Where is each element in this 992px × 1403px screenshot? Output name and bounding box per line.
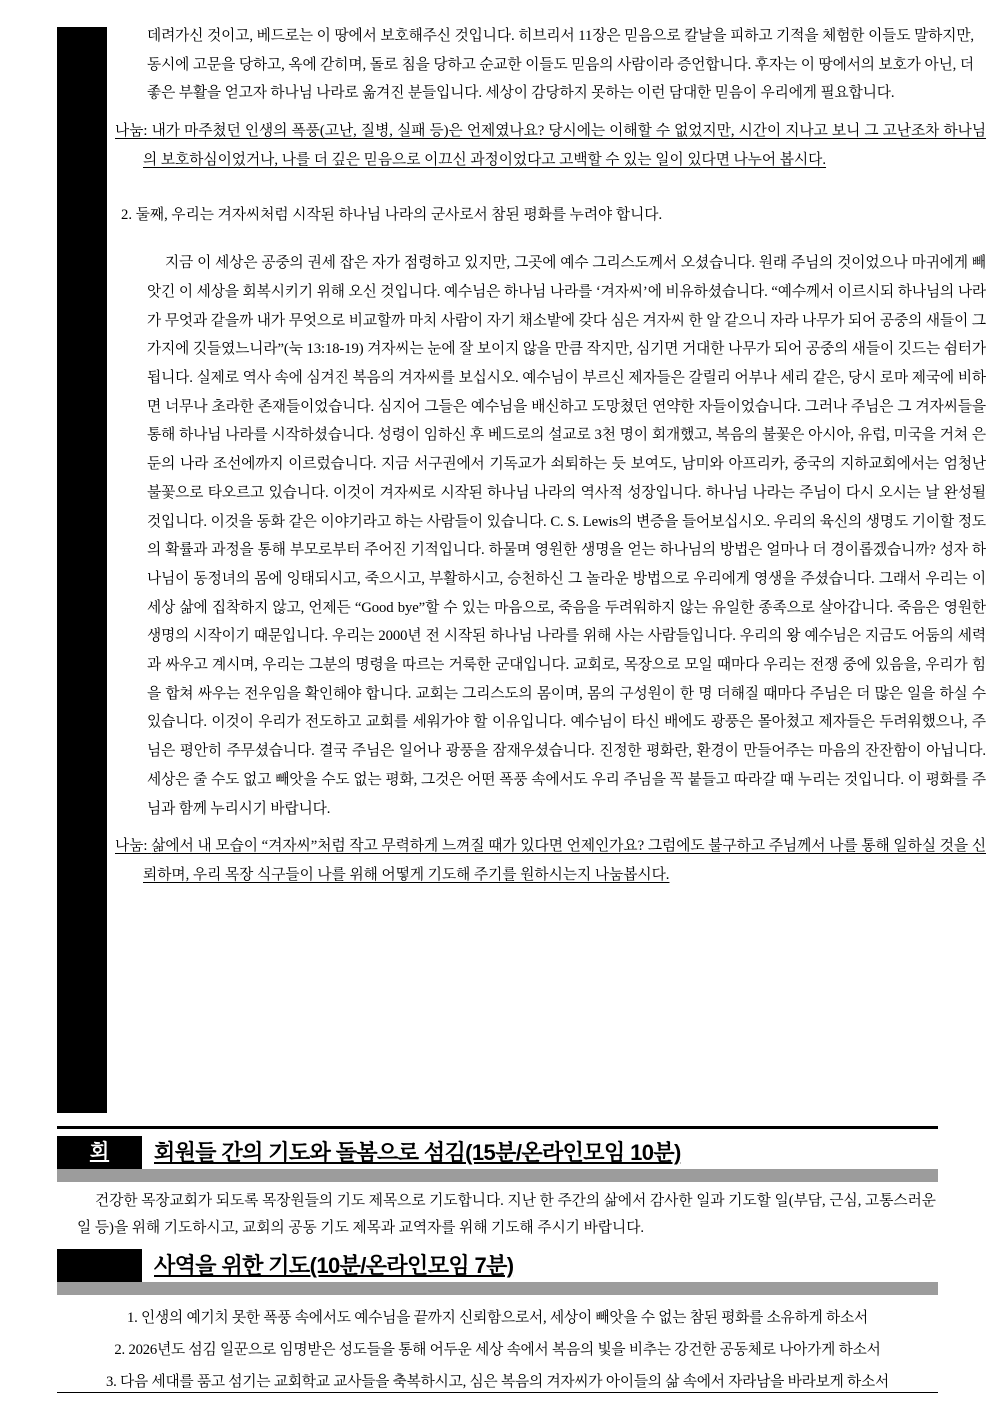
section-1-heading: 회원들 간의 기도와 돌봄으로 섬김(15분/온라인모임 10분) — [154, 1140, 681, 1165]
section-1-body: 건강한 목장교회가 되도록 목장원들의 기도 제목으로 기도합니다. 지난 한 주간의 삶에서 감사한 일과 기도할 일(부담, 근심, 고통스러운 일 등)을 위해 기도하시고, 교회의 공동 기도 제목과 교역자를 위해 기도해 주시기 바랍니다. — [77, 1193, 936, 1236]
sermon-body — [107, 22, 992, 890]
prayer-list-item: 3. 다음 세대를 품고 섬기는 교회학교 교사들을 축복하시고, 심은 복음의 겨자씨가 아이들의 삶 속에서 자라남을 바라보게 하소서 — [105, 1374, 890, 1390]
share-prompt-1 — [107, 117, 992, 174]
prayer-list-item: 2. 2026년도 섬김 일꾼으로 임명받은 성도들을 통해 어두운 세상 속에서 복음의 빛을 비추는 강건한 공동체로 나아가게 하소서 — [114, 1342, 881, 1358]
share-prompt-2 — [107, 832, 992, 889]
main-point-2-text: 둘째, 우리는 겨자씨처럼 시작된 하나님 나라의 군사로서 참된 평화를 누려야 합니다. — [135, 206, 663, 223]
section-2-gray-rule — [57, 1282, 938, 1295]
share-prompt-1-label: 나눔: — [115, 123, 148, 140]
section-2-heading-row — [57, 1249, 938, 1282]
intro-paragraph: 데려가신 것이고, 베드로는 이 땅에서 보호해주신 것입니다. 히브리서 11장은 믿음으로 칼날을 피하고 기적을 체험한 이들도 말하지만, 동시에 고문을 당하고, 옥에 갇히며, 돌로 침을 당하고 순교한 이들도 믿음의 사람이라 증언합니다. 후자는 이 땅에서의 보호가 아닌, 더 좋은 부활을 얻고자 하나님 나라로 옮겨진 분들입니다. 세상이 감당하지 못하는 이런 담대한 믿음이 우리에게 필요합니다. — [147, 28, 974, 102]
main-exposition-paragraph: 지금 이 세상은 공중의 권세 잡은 자가 점령하고 있지만, 그곳에 예수 그리스도께서 오셨습니다. 원래 주님의 것이었으나 마귀에게 빼앗긴 이 세상을 회복시키기 위해 오신 것입니다. 예수님은 하나님 나라를 ‘겨자씨’에 비유하셨습니다. “예수께서 이르시되 하나님의 나라가 무엇과 같을까 내가 무엇으로 비교할까 마치 사람이 자기 채소밭에 갖다 심은 겨자씨 한 알 같으니 자라 나무가 되어 공중의 새들이 그 가지에 깃들였느니라”(눅 13:18-19) 겨자씨는 눈에 잘 보이지 않을 만큼 작지만, 심기면 거대한 나무가 되어 공중의 새들이 깃드는 쉼터가 됩니다. 실제로 역사 속에 심겨진 복음의 겨자씨를 보십시오. 예수님이 부르신 제자들은 갈릴리 어부나 세리 같은, 당시 로마 제국에 비하면 너무나 초라한 존재들이었습니다. 심지어 그들은 예수님을 배신하고 도망쳤던 연약한 자들이었습니다. 그러나 주님은 그 겨자씨들을 통해 하나님 나라를 시작하셨습니다. 성령이 임하신 후 베드로의 설교로 3천 명이 회개했고, 복음의 불꽃은 아시아, 유럽, 미국을 거쳐 은둔의 나라 조선에까지 이르렀습니다. 지금 서구권에서 기독교가 쇠퇴하는 듯 보여도, 남미와 아프리카, 중국의 지하교회에서는 엄청난 불꽃으로 타오르고 있습니다. 이것이 겨자씨로 시작된 하나님 나라의 역사적 성장입니다. 하나님 나라는 주님이 다시 오시는 날 완성될 것입니다. 이것을 동화 같은 이야기라고 하는 사람들이 있습니다. C. S. Lewis의 변증을 들어보십시오. 우리의 육신의 생명도 기이할 정도의 확률과 과정을 통해 부모로부터 주어진 기적입니다. 하물며 영원한 생명을 얻는 하나님의 방법은 얼마나 더 경이롭겠습니까? 성자 하나님이 동정녀의 몸에 잉태되시고, 죽으시고, 부활하시고, 승천하신 그 놀라운 방법으로 우리에게 영생을 주셨습니다. 그래서 우리는 이 세상 삶에 집착하지 않고, 언제든 “Good bye”할 수 있는 마음으로, 죽음을 두려워하지 않는 유일한 종족으로 살아갑니다. 죽음은 영원한 생명의 시작이기 때문입니다. 우리는 2000년 전 시작된 하나님 나라를 위해 사는 사람들입니다. 우리의 왕 예수님은 지금도 어둠의 세력과 싸우고 계시며, 우리는 그분의 명령을 따르는 거룩한 군대입니다. 교회로, 목장으로 모일 때마다 우리는 전쟁 중에 있음을, 우리가 힘을 합쳐 싸우는 전우임을 확인해야 합니다. 교회는 그리스도의 몸이며, 몸의 구성원이 한 명 더해질 때마다 주님은 더 많은 일을 하실 수 있습니다. 이것이 우리가 전도하고 교회를 세워가야 할 이유입니다. 예수님이 타신 배에도 광풍은 몰아쳤고 제자들은 두려워했으나, 주님은 평안히 주무셨습니다. 결국 주님은 일어나 광풍을 잠재우셨습니다. 진정한 평화란, 환경이 만들어주는 마음의 잔잔함이 아닙니다. 세상은 줄 수도 없고 빼앗을 수도 없는 평화, 그것은 어떤 폭풍 속에서도 우리 주님을 꼭 붙들고 따라갈 때 누리는 것입니다. 이 평화를 주님과 함께 누리시기 바랍니다. — [147, 255, 986, 817]
section-1-badge: 회 — [57, 1136, 142, 1169]
share-prompt-2-text: 삶에서 내 모습이 “겨자씨”처럼 작고 무력하게 느껴질 때가 있다면 언제인가요? 그럼에도 불구하고 주님께서 나를 통해 일하실 것을 신뢰하며, 우리 목장 식구들이 나를 위해 어떻게 기도해 주기를 원하시는지 나눔봅시다. — [143, 838, 987, 883]
share-prompt-1-text: 내가 마주쳤던 인생의 폭풍(고난, 질병, 실패 등)은 언제였나요? 당시에는 이해할 수 없었지만, 시간이 지나고 보니 그 고난조차 하나님의 보호하심이었거나, 나를 더 깊은 믿음으로 이끄신 과정이었다고 고백할 수 있는 일이 있다면 나누어 봅시다. — [143, 123, 987, 168]
prayer-list-item: 1. 인생의 예기치 못한 폭풍 속에서도 예수님을 끝까지 신뢰함으로서, 세상이 빼앗을 수 없는 참된 평화를 소유하게 하소서 — [126, 1310, 869, 1326]
section-2-badge — [57, 1249, 142, 1282]
prayer-list — [57, 1295, 938, 1398]
left-black-sidebar-rule — [57, 27, 107, 1113]
section-1-heading-row — [57, 1136, 938, 1169]
share-prompt-2-label: 나눔: — [115, 838, 148, 855]
program-section-fellowship — [0, 1136, 992, 1242]
program-section-ministry-prayer — [0, 1249, 992, 1398]
page-bottom-rule — [57, 1392, 938, 1393]
section-1-gray-rule — [57, 1169, 938, 1182]
section-divider — [57, 1126, 938, 1129]
section-2-heading: 사역을 위한 기도(10분/온라인모임 7분) — [154, 1253, 514, 1278]
main-point-2-number: 2. — [121, 206, 133, 223]
main-point-2 — [107, 201, 992, 230]
